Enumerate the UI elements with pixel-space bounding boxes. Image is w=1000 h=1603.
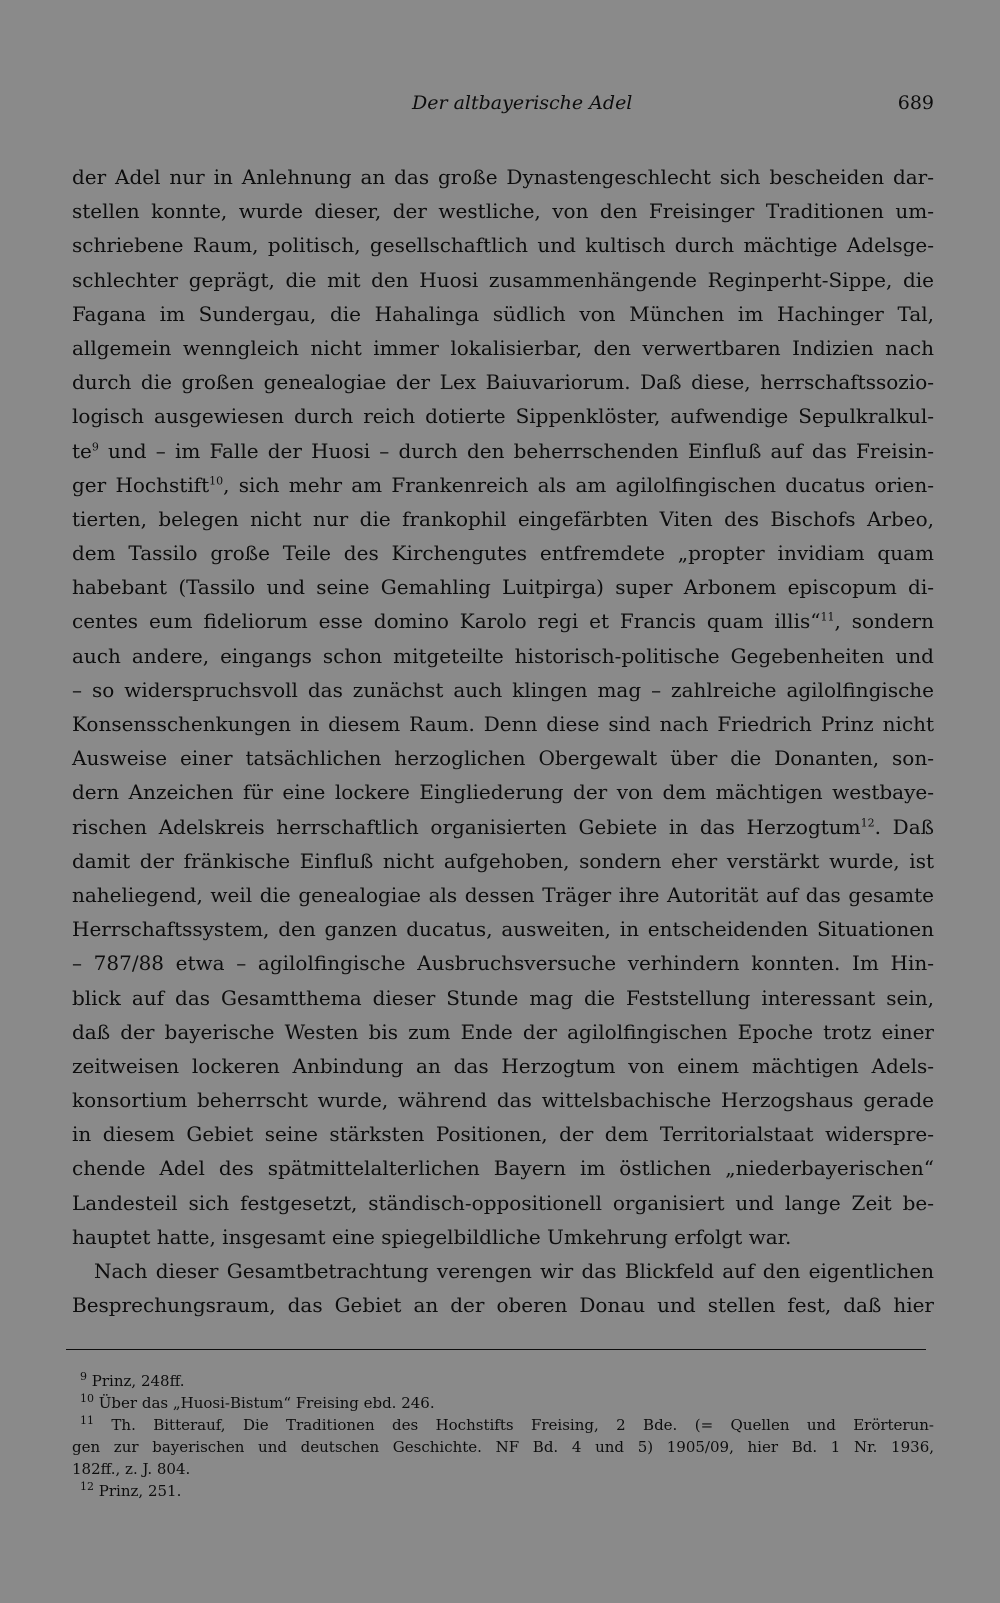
footnote-ref: 12 — [860, 815, 875, 829]
text-line: Nach dieser Gesamtbetrachtung verengen wir das Blickfeld auf den eigentlichen — [94, 1259, 934, 1283]
text-line: $te^9$ und – im Falle der Huosi – durch den beherrschenden Einfluß auf das Freisin- — [72, 438, 934, 463]
footnote-number: 11 — [80, 1414, 94, 1427]
text-line: hauptet hatte, insgesamt eine spiegelbildliche Umkehrung erfolgt war. — [72, 1224, 792, 1249]
text-line: Landesteil sich festgesetzt, ständisch-oppositionell organisiert und lange Zeit be- — [72, 1190, 934, 1215]
text-line: tierten, belegen nicht nur die frankophil eingefärbten Viten des Bischofs Arbeo, — [72, 506, 934, 531]
text-line: allgemein wenngleich nicht immer lokalisierbar, den verwertbaren Indizien nach — [72, 335, 934, 360]
footnote-number: 12 — [80, 1480, 94, 1493]
footnote-ref: 10 — [209, 474, 224, 488]
text-line: durch die großen genealogiae der Lex Baiuvariorum. Daß diese, herrschaftssozio- — [72, 370, 934, 395]
text-line: dern Anzeichen für eine lockere Eingliederung der von dem mächtigen westbaye- — [72, 780, 934, 805]
text-line: Fagana im Sundergau, die Hahalinga südlich von München im Hachinger Tal, — [72, 301, 934, 326]
footnote: 182ff., z. J. 804. — [72, 1460, 191, 1478]
text-line: centes eum fideliorum esse domino Karolo regi et Francis quam illis“$^{11}$, sondern — [72, 609, 934, 634]
page-header — [72, 92, 934, 122]
text-line: stellen konnte, wurde dieser, der westliche, von den Freisinger Traditionen um- — [72, 199, 934, 224]
text-line: konsortium beherrscht wurde, während das wittelsbachische Herzogshaus gerade — [72, 1088, 934, 1113]
text-line: dem Tassilo große Teile des Kirchengutes entfremdete „propter invidiam quam — [72, 541, 934, 566]
text-line: zeitweisen lockeren Anbindung an das Herzogtum von einem mächtigen Adels- — [72, 1053, 934, 1078]
text-line: der Adel nur in Anlehnung an das große Dynastengeschlecht sich bescheiden dar- — [72, 165, 934, 189]
text-line: chende Adel des spätmittelalterlichen Bayern im östlichen „niederbayerischen“ — [72, 1156, 934, 1181]
text-line: habebant (Tassilo und seine Gemahling Luitpirga) super Arbonem episcopum di- — [72, 575, 934, 600]
text-line: in diesem Gebiet seine stärksten Positionen, der dem Territorialstaat widerspre- — [72, 1122, 934, 1147]
text-line: schlechter geprägt, die mit den Huosi zusammenhängende Reginperht-Sippe, die — [72, 267, 934, 292]
footnote-ref: 9 — [91, 439, 99, 453]
running-title: Der altbayerische Adel — [412, 92, 633, 114]
text-line: rischen Adelskreis herrschaftlich organisierten Gebiete in das Herzogtum$^{12}$. Daß — [72, 814, 934, 839]
body-text — [72, 160, 934, 1322]
text-line: damit der fränkische Einfluß nicht aufgehoben, sondern eher verstärkt wurde, ist — [72, 848, 934, 873]
text-line: Herrschaftssystem, den ganzen ducatus, ausweiten, in entscheidenden Situationen — [72, 917, 934, 942]
footnote: gen zur bayerischen und deutschen Geschichte. NF Bd. 4 und 5) 1905/09, hier Bd. 1 Nr. 1936, — [72, 1438, 934, 1456]
footnote-number: 9 — [80, 1370, 87, 1383]
text-line: Besprechungsraum, das Gebiet an der oberen Donau und stellen fest, daß hier — [72, 1293, 934, 1318]
footnote-number: 10 — [80, 1392, 94, 1405]
text-line: – 787/88 etwa – agilolfingische Ausbruchsversuche verhindern konnten. Im Hin- — [72, 951, 934, 976]
footnote: $^{12}$ Prinz, 251. — [80, 1480, 182, 1500]
footnote-ref: 11 — [820, 610, 835, 624]
text-line: daß der bayerische Westen bis zum Ende der agilolfingischen Epoche trotz einer — [72, 1019, 934, 1044]
text-line: naheliegend, weil die genealogiae als dessen Träger ihre Autorität auf das gesamte — [72, 882, 934, 907]
text-line: – so widerspruchsvoll das zunächst auch klingen mag – zahlreiche agilolfingische — [72, 677, 934, 702]
text-line: schriebene Raum, politisch, gesellschaftlich und kultisch durch mächtige Adelsge- — [72, 233, 934, 258]
footnote: $^{11}$ Th. Bitterauf, Die Traditionen des Hochstifts Freising, 2 Bde. (= Quellen und Erörterun- — [80, 1414, 934, 1434]
text-line: Konsensschenkungen in diesem Raum. Denn diese sind nach Friedrich Prinz nicht — [72, 712, 934, 736]
text-line: blick auf das Gesamtthema dieser Stunde mag die Feststellung interessant sein, — [72, 985, 934, 1010]
text-line: auch andere, eingangs schon mitgeteilte historisch-politische Gegebenheiten und — [72, 643, 934, 668]
text-line: logisch ausgewiesen durch reich dotierte Sippenklöster, aufwendige Sepulkralkul- — [72, 404, 934, 429]
text-line: Ausweise einer tatsächlichen herzoglichen Obergewalt über die Donanten, son- — [72, 746, 934, 771]
footnotes — [72, 1370, 934, 1502]
footnote-separator — [66, 1349, 926, 1350]
footnote: $^{10}$ Über das „Huosi-Bistum“ Freising ebd. 246. — [80, 1392, 435, 1412]
page-number: 689 — [897, 92, 934, 114]
text-line: ger Hochstift$^{10}$, sich mehr am Frankenreich als am agilolfingischen ducatus orien- — [72, 472, 934, 497]
footnote: $^9$ Prinz, 248ff. — [80, 1370, 185, 1390]
